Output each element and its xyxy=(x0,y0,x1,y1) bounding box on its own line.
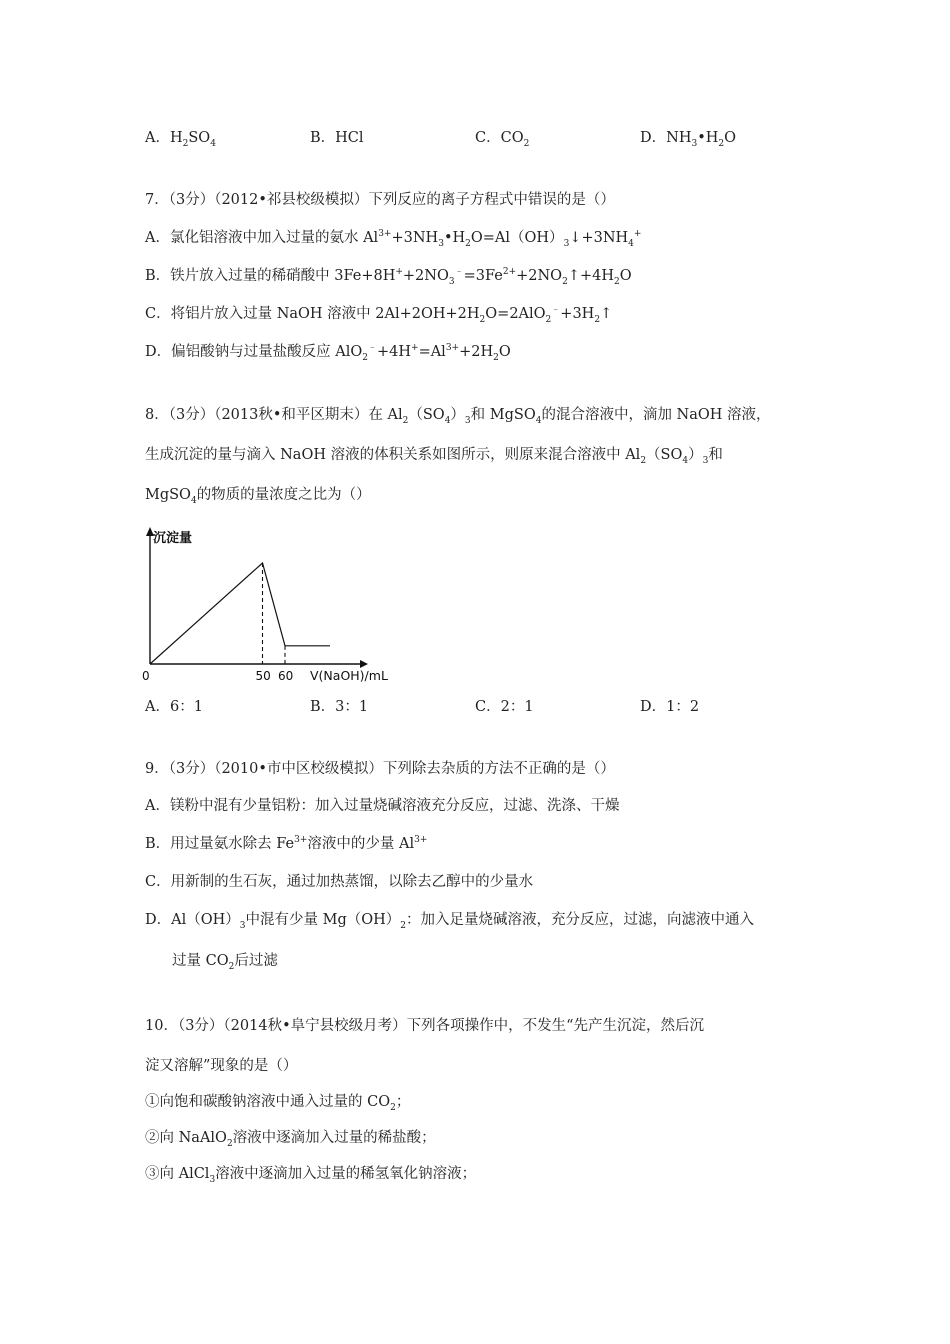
q10-stem-line2: 淀又溶解”现象的是（） xyxy=(145,1058,298,1074)
x-axis-label: V(NaOH)/mL xyxy=(310,668,388,683)
q7-stem: 7．（3分）（2012•祁县校级模拟）下列反应的离子方程式中错误的是（） xyxy=(145,192,615,208)
q9-option-a: A．镁粉中混有少量铝粉：加入过量烧碱溶液充分反应，过滤、洗涤、干燥 xyxy=(145,798,620,814)
q8-option-c: C．2：1 xyxy=(475,699,534,715)
x-tick-label: 0 xyxy=(142,669,150,683)
q8-option-b: B．3：1 xyxy=(310,699,369,715)
q9-option-d-cont: 过量 $CO_2$后过滤 xyxy=(172,953,278,972)
q7-option-a: A．氯化铝溶液中加入过量的氨水 $Al^{3+}+3NH_3•H_2O=Al(OH)_3↓+3NH_4^+$ xyxy=(145,229,642,249)
x-axis-arrow xyxy=(360,660,368,668)
q9-option-d: D．$Al(OH)_3$中混有少量 $Mg(OH)_2$：加入足量烧碱溶液，充分反应，过滤，向滤液中通入 xyxy=(145,912,755,931)
q7-option-c: C．将铝片放入过量 NaOH 溶液中 $2Al+2OH+2H_2O=2AlO_2^﹣+3H_2↑$ xyxy=(145,305,613,325)
q8-chart xyxy=(138,522,408,692)
q8-option-a: A．6：1 xyxy=(145,699,203,715)
precipitate-line xyxy=(150,563,330,664)
q10-stem-line1: 10．（3分）（2014秋•阜宁县校级月考）下列各项操作中，不发生“先产生沉淀，然后沉 xyxy=(145,1018,705,1034)
q6-option-d: D．$NH_3•H_2O$ xyxy=(640,130,737,149)
q7-option-d: D．偏铝酸钠与过量盐酸反应 $AlO_2^﹣+4H^+=Al^{3+}+2H_2O$ xyxy=(145,343,511,363)
q6-option-a: A．$H_2SO_4$ xyxy=(145,130,216,149)
q8-stem-line3: MgSO$_4$的物质的量浓度之比为（） xyxy=(145,487,371,506)
q8-option-d: D．1：2 xyxy=(640,699,700,715)
q9-option-c: C．用新制的生石灰，通过加热蒸馏，以除去乙醇中的少量水 xyxy=(145,874,534,890)
q6-option-c: C．$CO_2$ xyxy=(475,130,530,149)
q10-item-3: ③向 AlCl$_3$溶液中逐滴加入过量的稀氢氧化钠溶液； xyxy=(145,1166,477,1185)
q8-stem-line1: 8．（3分）（2013秋•和平区期末）在 $Al_2(SO_4)_3$和 MgSO$_4$的混合溶液中，滴加 NaOH 溶液， xyxy=(145,407,771,426)
q6-option-b: B．HCl xyxy=(310,130,364,146)
q9-option-b: B．用过量氨水除去 $Fe^{3+}$溶液中的少量 $Al^{3+}$ xyxy=(145,835,428,852)
x-tick-label: 50 xyxy=(255,669,271,683)
x-tick-label: 60 xyxy=(278,669,294,683)
q9-stem: 9．（3分）（2010•市中区校级模拟）下列除去杂质的方法不正确的是（） xyxy=(145,761,615,777)
q7-option-b: B．铁片放入过量的稀硝酸中 $3Fe+8H^++2NO_3^﹣=3Fe^{2+}+2NO_2↑+4H_2O$ xyxy=(145,267,632,287)
q8-stem-line2: 生成沉淀的量与滴入 NaOH 溶液的体积关系如图所示，则原来混合溶液中 $Al_2(SO_4)_3$和 xyxy=(145,447,723,466)
q10-item-2: ②向 NaAlO$_2$溶液中逐滴加入过量的稀盐酸； xyxy=(145,1130,436,1149)
y-axis-label: 沉淀量 xyxy=(153,531,193,546)
q10-item-1: ①向饱和碳酸钠溶液中通入过量的 $CO_2$； xyxy=(145,1094,411,1113)
